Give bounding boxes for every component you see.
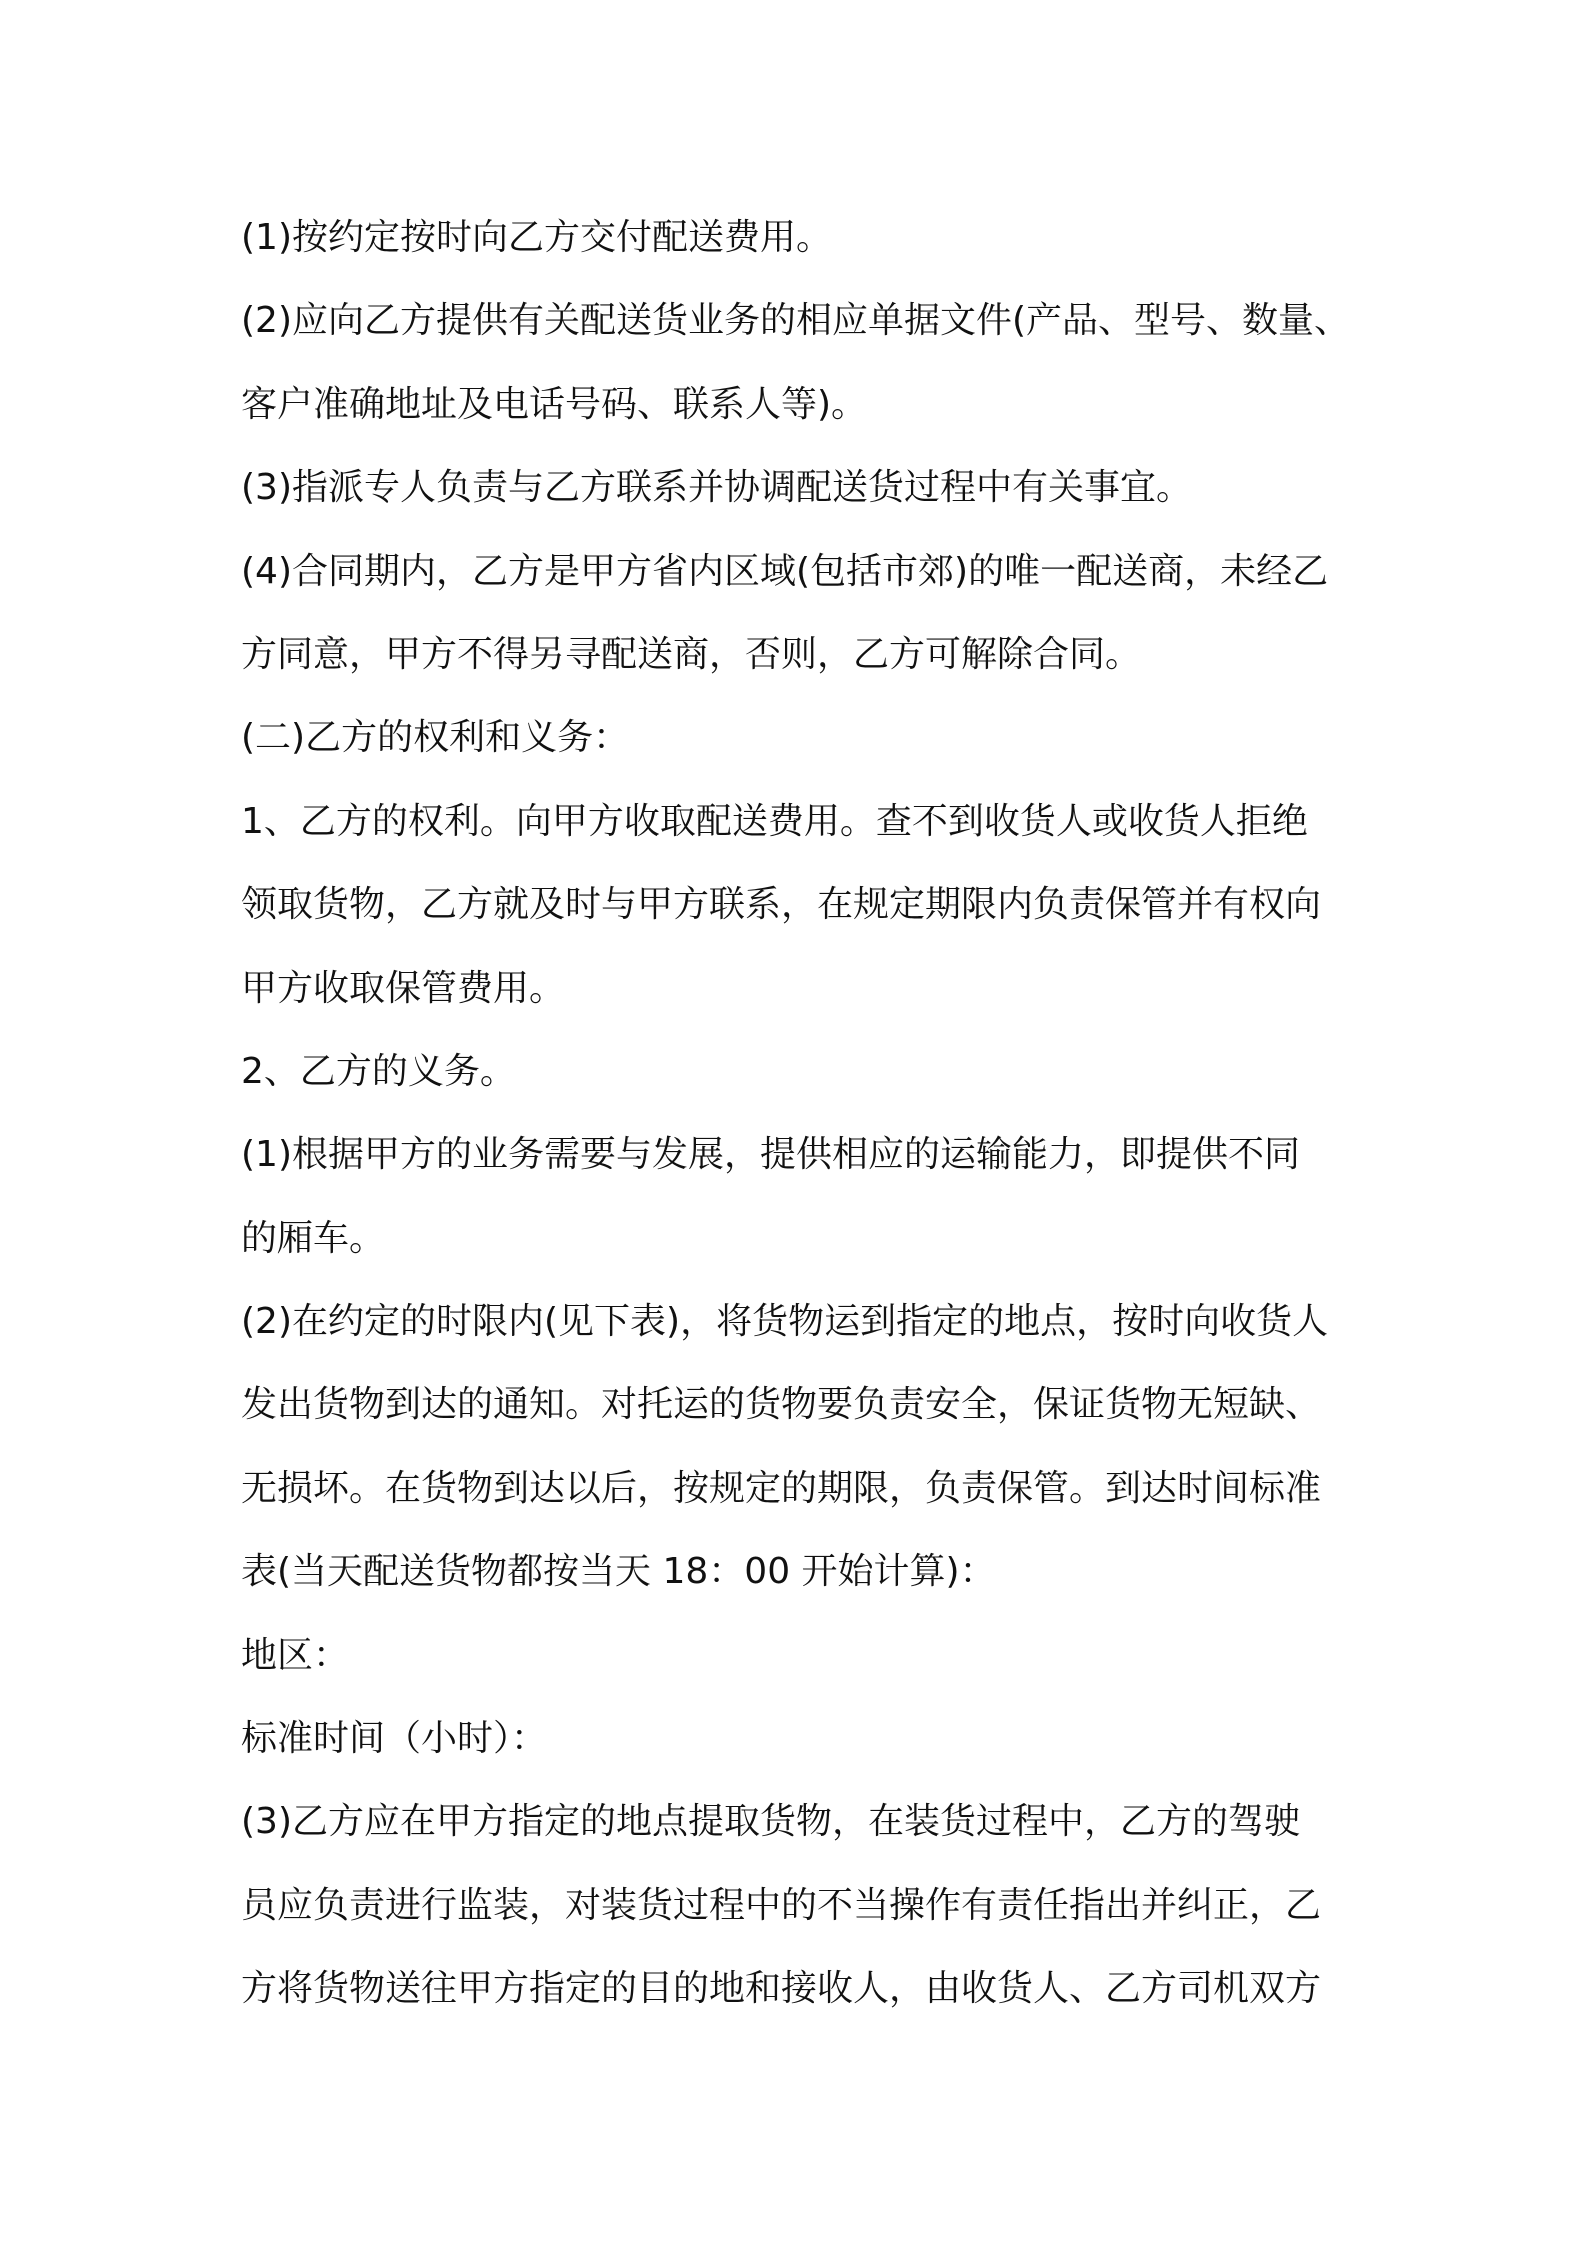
text-line: 表(当天配送货物都按当天 18：00 开始计算)：	[241, 1551, 996, 1593]
text-line: 方将货物送往甲方指定的目的地和接收人，由收货人、乙方司机双方	[241, 1968, 1322, 2010]
text-line: 地区：	[241, 1634, 350, 1676]
text-line: (4)合同期内，乙方是甲方省内区域(包括市郊)的唯一配送商，未经乙	[241, 550, 1329, 592]
text-line: 1、乙方的权利。向甲方收取配送费用。查不到收货人或收货人拒绝	[241, 800, 1308, 842]
section-heading: (二)乙方的权利和义务：	[241, 717, 630, 759]
text-line: 甲方收取保管费用。	[241, 967, 566, 1009]
text-line: 标准时间（小时）：	[241, 1718, 548, 1760]
text-line: 的厢车。	[241, 1217, 386, 1259]
text-line: (3)乙方应在甲方指定的地点提取货物，在装货过程中，乙方的驾驶	[241, 1801, 1300, 1843]
document-body	[241, 196, 1381, 2031]
text-line: 2、乙方的义务。	[241, 1050, 516, 1092]
text-line: (1)根据甲方的业务需要与发展，提供相应的运输能力，即提供不同	[241, 1134, 1300, 1176]
text-line: 无损坏。在货物到达以后，按规定的期限，负责保管。到达时间标准	[241, 1467, 1322, 1509]
text-line: 员应负责进行监装，对装货过程中的不当操作有责任指出并纠正，乙	[241, 1884, 1322, 1926]
text-line: 领取货物，乙方就及时与甲方联系，在规定期限内负责保管并有权向	[241, 884, 1322, 926]
text-line: (2)应向乙方提供有关配送货业务的相应单据文件(产品、型号、数量、	[241, 300, 1351, 342]
text-line: 发出货物到达的通知。对托运的货物要负责安全，保证货物无短缺、	[241, 1384, 1322, 1426]
text-line: (3)指派专人负责与乙方联系并协调配送货过程中有关事宜。	[241, 467, 1192, 509]
text-line: 方同意，甲方不得另寻配送商，否则，乙方可解除合同。	[241, 633, 1142, 675]
text-line: (1)按约定按时向乙方交付配送费用。	[241, 217, 832, 258]
text-line: 客户准确地址及电话号码、联系人等)。	[241, 383, 868, 425]
text-line: (2)在约定的时限内(见下表)，将货物运到指定的地点，按时向收货人	[241, 1301, 1329, 1343]
